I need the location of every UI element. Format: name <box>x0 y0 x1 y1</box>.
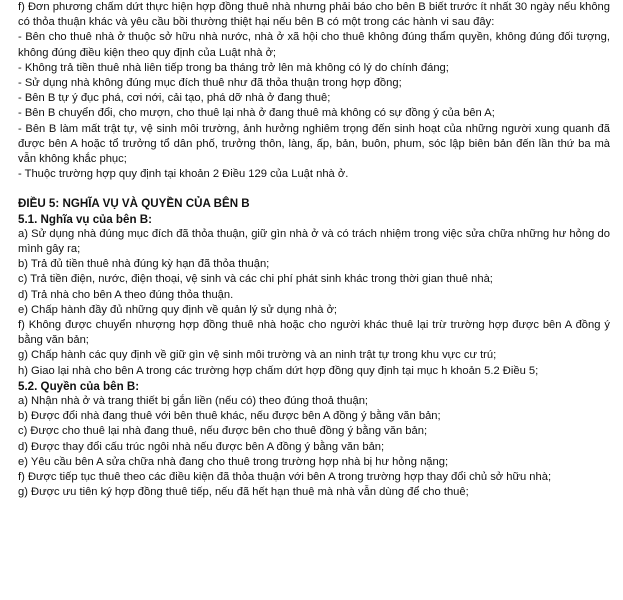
list-item: d) Được thay đổi cấu trúc ngôi nhà nếu được bên A đồng ý bằng văn bản; <box>18 440 385 453</box>
intro-bullet: - Bên cho thuê nhà ở thuộc sở hữu nhà nước, nhà ở xã hội cho thuê không đúng thẩm quyền, không đúng đối tượng, không đúng điều kiện theo quy định của Luật nhà ở; <box>18 31 610 59</box>
list-item: g) Được ưu tiên ký hợp đồng thuê tiếp, nếu đã hết hạn thuê mà nhà vẫn dùng để cho thuê; <box>18 486 469 499</box>
list-item: c) Được cho thuê lại nhà đang thuê, nếu được bên cho thuê đồng ý bằng văn bản; <box>18 425 428 438</box>
intro-bullet: - Bên B làm mất trật tự, vệ sinh môi trường, ảnh hưởng nghiêm trọng đến sinh hoạt của những người xung quanh đã được bên A hoặc tổ trưởng tổ dân phố, trưởng thôn, làng, ấp, bản, buôn, phum, sóc lập biên bản đến lần thứ ba mà vẫn không khắc phục; <box>18 122 610 166</box>
intro-block <box>18 0 610 182</box>
intro-bullet: - Không trả tiền thuê nhà liên tiếp trong ba tháng trở lên mà không có lý do chính đáng; <box>18 61 449 74</box>
intro-bullet: - Bên B tự ý đục phá, cơi nới, cải tạo, phá dỡ nhà ở đang thuê; <box>18 92 331 105</box>
list-item: e) Yêu cầu bên A sửa chữa nhà đang cho thuê trong trường hợp nhà bị hư hỏng nặng; <box>18 455 449 468</box>
section-1-list <box>18 227 610 379</box>
list-item: f) Không được chuyển nhượng hợp đồng thuê nhà hoặc cho người khác thuê lại trừ trường hợp được bên A đồng ý bằng văn bản; <box>18 319 610 347</box>
list-item: d) Trả nhà cho bên A theo đúng thỏa thuận. <box>18 288 234 301</box>
intro-bullet: - Bên B chuyển đổi, cho mượn, cho thuê lại nhà ở đang thuê mà không có sự đồng ý của bên A; <box>18 107 495 120</box>
list-item: c) Trả tiền điện, nước, điện thoại, vệ sinh và các chi phí phát sinh khác trong thời gian thuê nhà; <box>18 273 493 286</box>
intro-bullet: - Sử dụng nhà không đúng mục đích thuê như đã thỏa thuận trong hợp đồng; <box>18 77 402 90</box>
list-item: e) Chấp hành đầy đủ những quy định về quản lý sử dụng nhà ở; <box>18 303 338 316</box>
list-item: f) Được tiếp tục thuê theo các điều kiện đã thỏa thuận với bên A trong trường hợp thay đổi chủ sở hữu nhà; <box>18 471 552 484</box>
list-item: g) Chấp hành các quy định về giữ gìn vệ sinh môi trường và an ninh trật tự trong khu vực cư trú; <box>18 349 497 362</box>
section-1-title: 5.1. Nghĩa vụ của bên B: <box>18 212 153 226</box>
section-2-list <box>18 394 610 500</box>
list-item: h) Giao lại nhà cho bên A trong các trường hợp chấm dứt hợp đồng quy định tại mục h khoản 5.2 Điều 5; <box>18 364 539 377</box>
list-item: a) Nhận nhà ở và trang thiết bị gắn liền (nếu có) theo đúng thoả thuận; <box>18 395 369 408</box>
list-item: b) Được đổi nhà đang thuê với bên thuê khác, nếu được bên A đồng ý bằng văn bản; <box>18 410 441 423</box>
document-page <box>18 0 610 501</box>
list-item: a) Sử dụng nhà đúng mục đích đã thỏa thuận, giữ gìn nhà ở và có trách nhiệm trong việc sửa chữa những hư hỏng do mình gây ra; <box>18 227 610 256</box>
article-title: ĐIỀU 5: NGHĨA VỤ VÀ QUYỀN CỦA BÊN B <box>18 197 250 211</box>
list-item: b) Trả đủ tiền thuê nhà đúng kỳ hạn đã thỏa thuận; <box>18 258 270 271</box>
section-2-title: 5.2. Quyền của bên B: <box>18 379 140 393</box>
intro-bullet: - Thuộc trường hợp quy định tại khoản 2 Điều 129 của Luật nhà ở. <box>18 168 349 181</box>
intro-paragraph: f) Đơn phương chấm dứt thực hiện hợp đồng thuê nhà nhưng phải báo cho bên B biết trước ít nhất 30 ngày nếu không có thỏa thuận khác và yêu cầu bồi thường thiệt hại nếu bên B có một trong các hành vi sau đây: <box>18 1 610 29</box>
spacer <box>18 182 610 196</box>
